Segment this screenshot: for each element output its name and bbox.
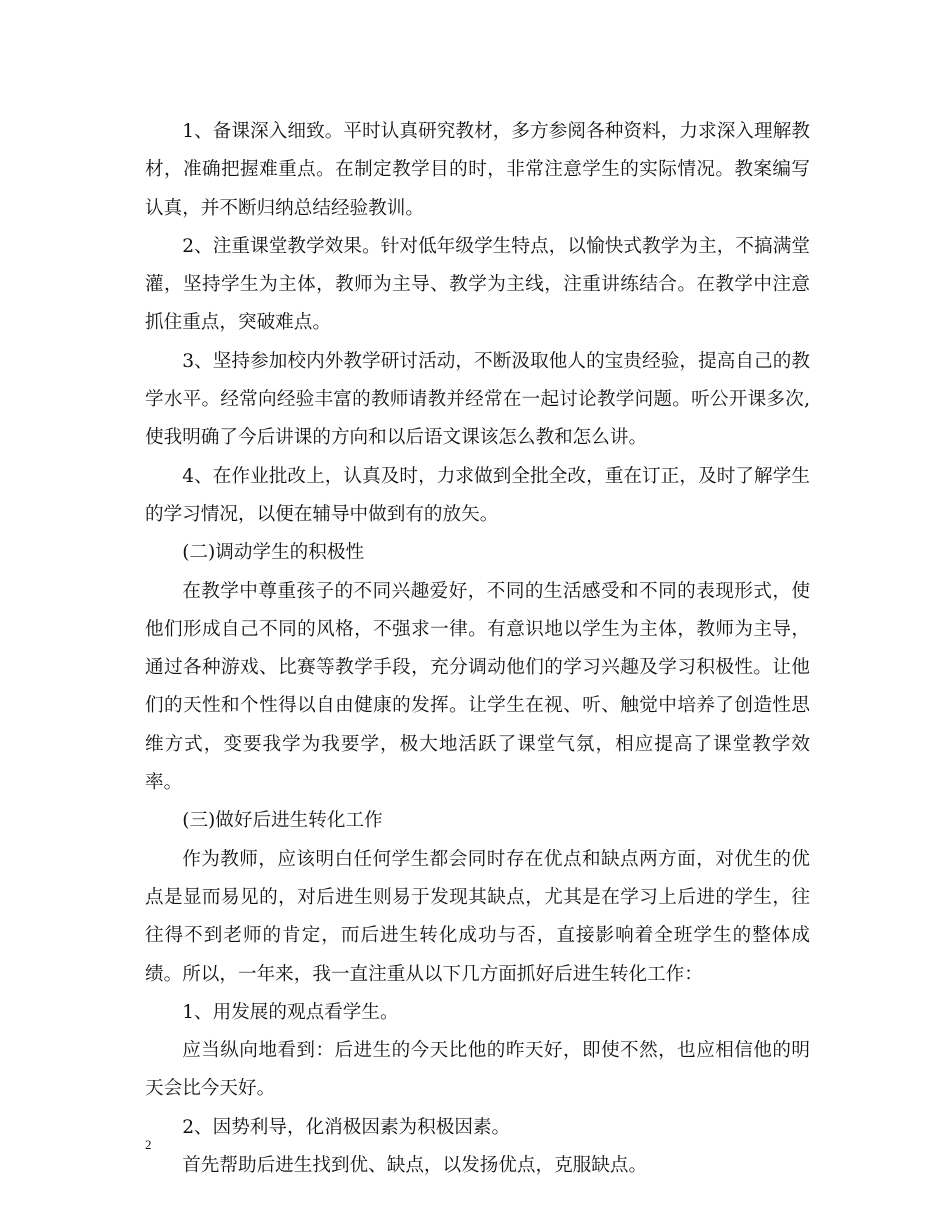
- paragraph-guidance: 首先帮助后进生找到优、缺点，以发扬优点，克服缺点。: [182, 1155, 648, 1177]
- paragraph-homework-correction: 4、在作业批改上，认真及时，力求做到全批全改，重在订正，及时了解学生的学习情况，以便在辅导中做到有的放矢。: [145, 465, 810, 525]
- section-heading-motivation: (二)调动学生的积极性: [182, 542, 365, 564]
- paragraph-lesson-preparation: 1、备课深入细致。平时认真研究教材，多方参阅各种资料，力求深入理解教材，准确把握难重点。在制定教学目的时，非常注意学生的实际情况。教案编写认真，并不断归纳总结经验教训。: [145, 121, 810, 219]
- paragraph-underachievers: 作为教师，应该明白任何学生都会同时存在优点和缺点两方面，对优生的优点是显而易见的，对后进生则易于发现其缺点，尤其是在学习上后进的学生，往往得不到老师的肯定，而后进生转化成功与否，直接影响着全班学生的整体成绩。所以，一年来，我一直注重从以下几方面抓好后进生转化工作：: [145, 848, 810, 985]
- paragraph-motivation: 在教学中尊重孩子的不同兴趣爱好，不同的生活感受和不同的表现形式，使他们形成自己不同的风格，不强求一律。有意识地以学生为主体，教师为主导，通过各种游戏、比赛等教学手段，充分调动他们的学习兴趣及学习积极性。让他们的天性和个性得以自由健康的发挥。让学生在视、听、触觉中培养了创造性思维方式，变要我学为我要学，极大地活跃了课堂气氛，相应提高了课堂教学效率。: [145, 580, 810, 794]
- paragraph-development-view: 应当纵向地看到：后进生的今天比他的昨天好，即使不然，也应相信他的明天会比今天好。: [145, 1040, 810, 1100]
- paragraph-teaching-research: 3、坚持参加校内外教学研讨活动，不断汲取他人的宝贵经验，提高自己的教学水平。经常向经验丰富的教师请教并经常在一起讨论教学问题。听公开课多次,使我明确了今后讲课的方向和以后语文课该怎么教和怎么讲。: [145, 350, 810, 449]
- list-item-development-view: 1、用发展的观点看学生。: [182, 1001, 399, 1023]
- page-number: 2: [145, 1137, 152, 1152]
- document-body: [145, 113, 810, 1185]
- paragraph-classroom-effect: 2、注重课堂教学效果。针对低年级学生特点，以愉快式教学为主，不搞满堂灌，坚持学生为主体，教师为主导、教学为主线，注重讲练结合。在教学中注意抓住重点，突破难点。: [145, 235, 810, 334]
- list-item-guidance: 2、因势利导，化消极因素为积极因素。: [182, 1116, 511, 1138]
- section-heading-underachievers: (三)做好后进生转化工作: [182, 810, 383, 832]
